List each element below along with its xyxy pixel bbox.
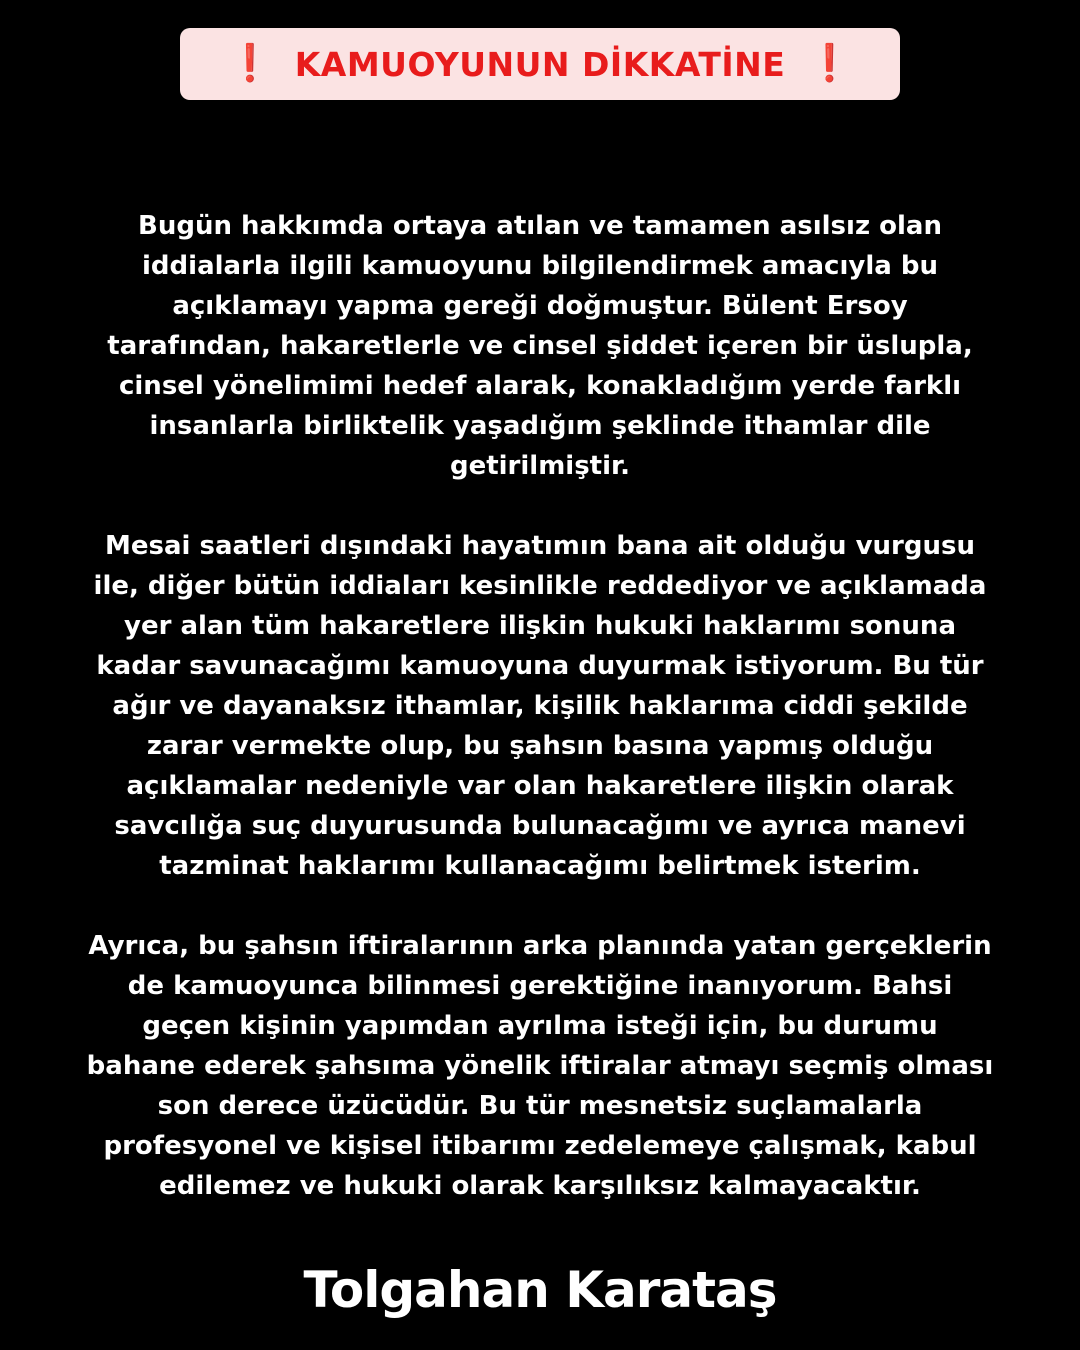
text-line: kadar savunacağımı kamuoyuna duyurmak istiyorum. Bu tür bbox=[96, 651, 984, 681]
text-line: tarafından, hakaretlerle ve cinsel şiddet içeren bir üslupla, bbox=[107, 331, 973, 361]
statement-paragraph bbox=[40, 926, 1040, 1206]
text-line: bahane ederek şahsıma yönelik iftiralar atmayı seçmiş olması bbox=[86, 1051, 994, 1081]
text-line: savcılığa suç duyurusunda bulunacağımı ve ayrıca manevi bbox=[114, 811, 966, 841]
text-line: edilemez ve hukuki olarak karşılıksız kalmayacaktır. bbox=[159, 1171, 921, 1201]
text-line: profesyonel ve kişisel itibarımı zedelemeye çalışmak, kabul bbox=[103, 1131, 977, 1161]
statement-paragraph bbox=[40, 526, 1040, 886]
statement-paragraph bbox=[40, 206, 1040, 486]
text-line: insanlarla birliktelik yaşadığım şeklinde ithamlar dile bbox=[149, 411, 931, 441]
text-line: Mesai saatleri dışındaki hayatımın bana ait olduğu vurgusu bbox=[105, 531, 975, 561]
text-line: son derece üzücüdür. Bu tür mesnetsiz suçlamalarla bbox=[157, 1091, 923, 1121]
text-line: iddialarla ilgili kamuoyunu bilgilendirmek amacıyla bu bbox=[142, 251, 938, 281]
attention-banner bbox=[180, 28, 900, 100]
statement-body bbox=[40, 206, 1040, 1206]
text-line: cinsel yönelimimi hedef alarak, konakladığım yerde farklı bbox=[118, 371, 962, 401]
text-line: Bugün hakkımda ortaya atılan ve tamamen asılsız olan bbox=[138, 211, 942, 241]
text-line: Ayrıca, bu şahsın iftiralarının arka planında yatan gerçeklerin bbox=[88, 931, 992, 961]
text-line: ağır ve dayanaksız ithamlar, kişilik haklarıma ciddi şekilde bbox=[112, 691, 968, 721]
text-line: getirilmiştir. bbox=[449, 451, 631, 481]
signature: Tolgahan Karataş bbox=[303, 1261, 777, 1319]
text-line: açıklamayı yapma gereği doğmuştur. Bülent Ersoy bbox=[172, 291, 908, 321]
exclamation-icon: ❗ bbox=[227, 43, 273, 84]
text-line: de kamuoyunca bilinmesi gerektiğine inanıyorum. Bahsi bbox=[127, 971, 953, 1001]
text-line: yer alan tüm hakaretlere ilişkin hukuki haklarımı sonuna bbox=[124, 611, 956, 641]
banner-title: KAMUOYUNUN DİKKATİNE bbox=[294, 44, 786, 84]
text-line: ile, diğer bütün iddiaları kesinlikle reddediyor ve açıklamada bbox=[93, 571, 987, 601]
text-line: geçen kişinin yapımdan ayrılma isteği için, bu durumu bbox=[142, 1011, 938, 1041]
exclamation-icon: ❗ bbox=[807, 43, 853, 84]
text-line: tazminat haklarımı kullanacağımı belirtmek isterim. bbox=[159, 851, 921, 881]
text-line: zarar vermekte olup, bu şahsın basına yapmış olduğu bbox=[146, 731, 934, 761]
text-line: açıklamalar nedeniyle var olan hakaretlere ilişkin olarak bbox=[126, 771, 954, 801]
